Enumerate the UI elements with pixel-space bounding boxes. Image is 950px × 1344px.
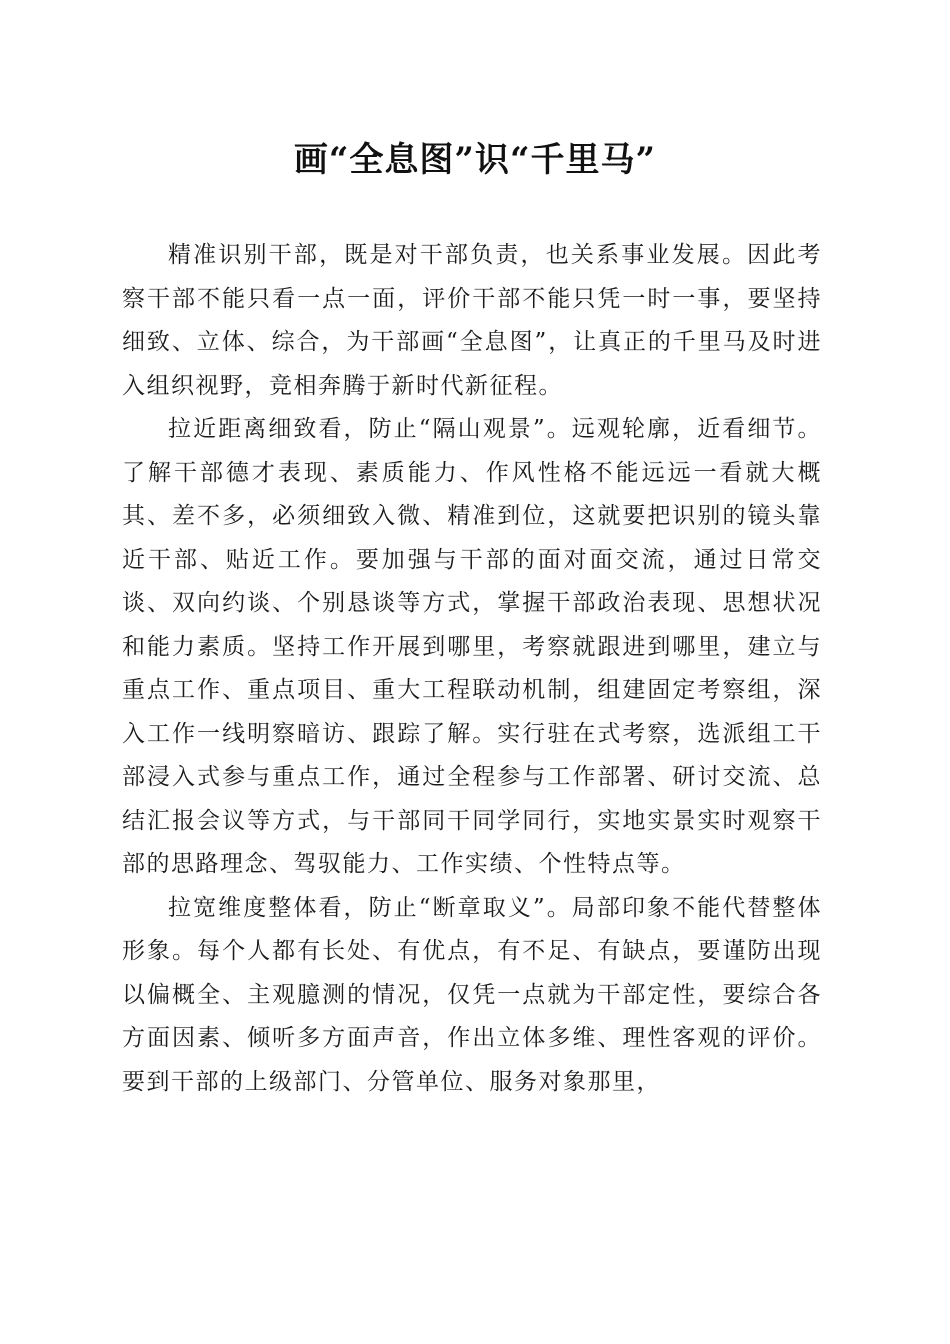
document-body	[122, 234, 822, 1104]
paragraph: 拉近距离细致看，防止“隔山观景”。远观轮廓，近看细节。了解干部德才表现、素质能力、作风性格不能远远一看就大概其、差不多，必须细致入微、精准到位，这就要把识别的镜头靠近干部、贴近工作。要加强与干部的面对面交流，通过日常交谈、双向约谈、个别恳谈等方式，掌握干部政治表现、思想状况和能力素质。坚持工作开展到哪里，考察就跟进到哪里，建立与重点工作、重点项目、重大工程联动机制，组建固定考察组，深入工作一线明察暗访、跟踪了解。实行驻在式考察，选派组工干部浸入式参与重点工作，通过全程参与工作部署、研讨交流、总结汇报会议等方式，与干部同干同学同行，实地实景实时观察干部的思路理念、驾驭能力、工作实绩、个性特点等。	[122, 416, 822, 877]
paragraph: 拉宽维度整体看，防止“断章取义”。局部印象不能代替整体形象。每个人都有长处、有优点，有不足、有缺点，要谨防出现以偏概全、主观臆测的情况，仅凭一点就为干部定性，要综合各方面因素、倾听多方面声音，作出立体多维、理性客观的评价。要到干部的上级部门、分管单位、服务对象那里，	[122, 894, 822, 1095]
document-title: 画“全息图”识“千里马”	[293, 140, 657, 180]
paragraph: 精准识别干部，既是对干部负责，也关系事业发展。因此考察干部不能只看一点一面，评价干部不能只凭一时一事，要坚持细致、立体、综合，为干部画“全息图”，让真正的千里马及时进入组织视野，竞相奔腾于新时代新征程。	[122, 242, 822, 399]
